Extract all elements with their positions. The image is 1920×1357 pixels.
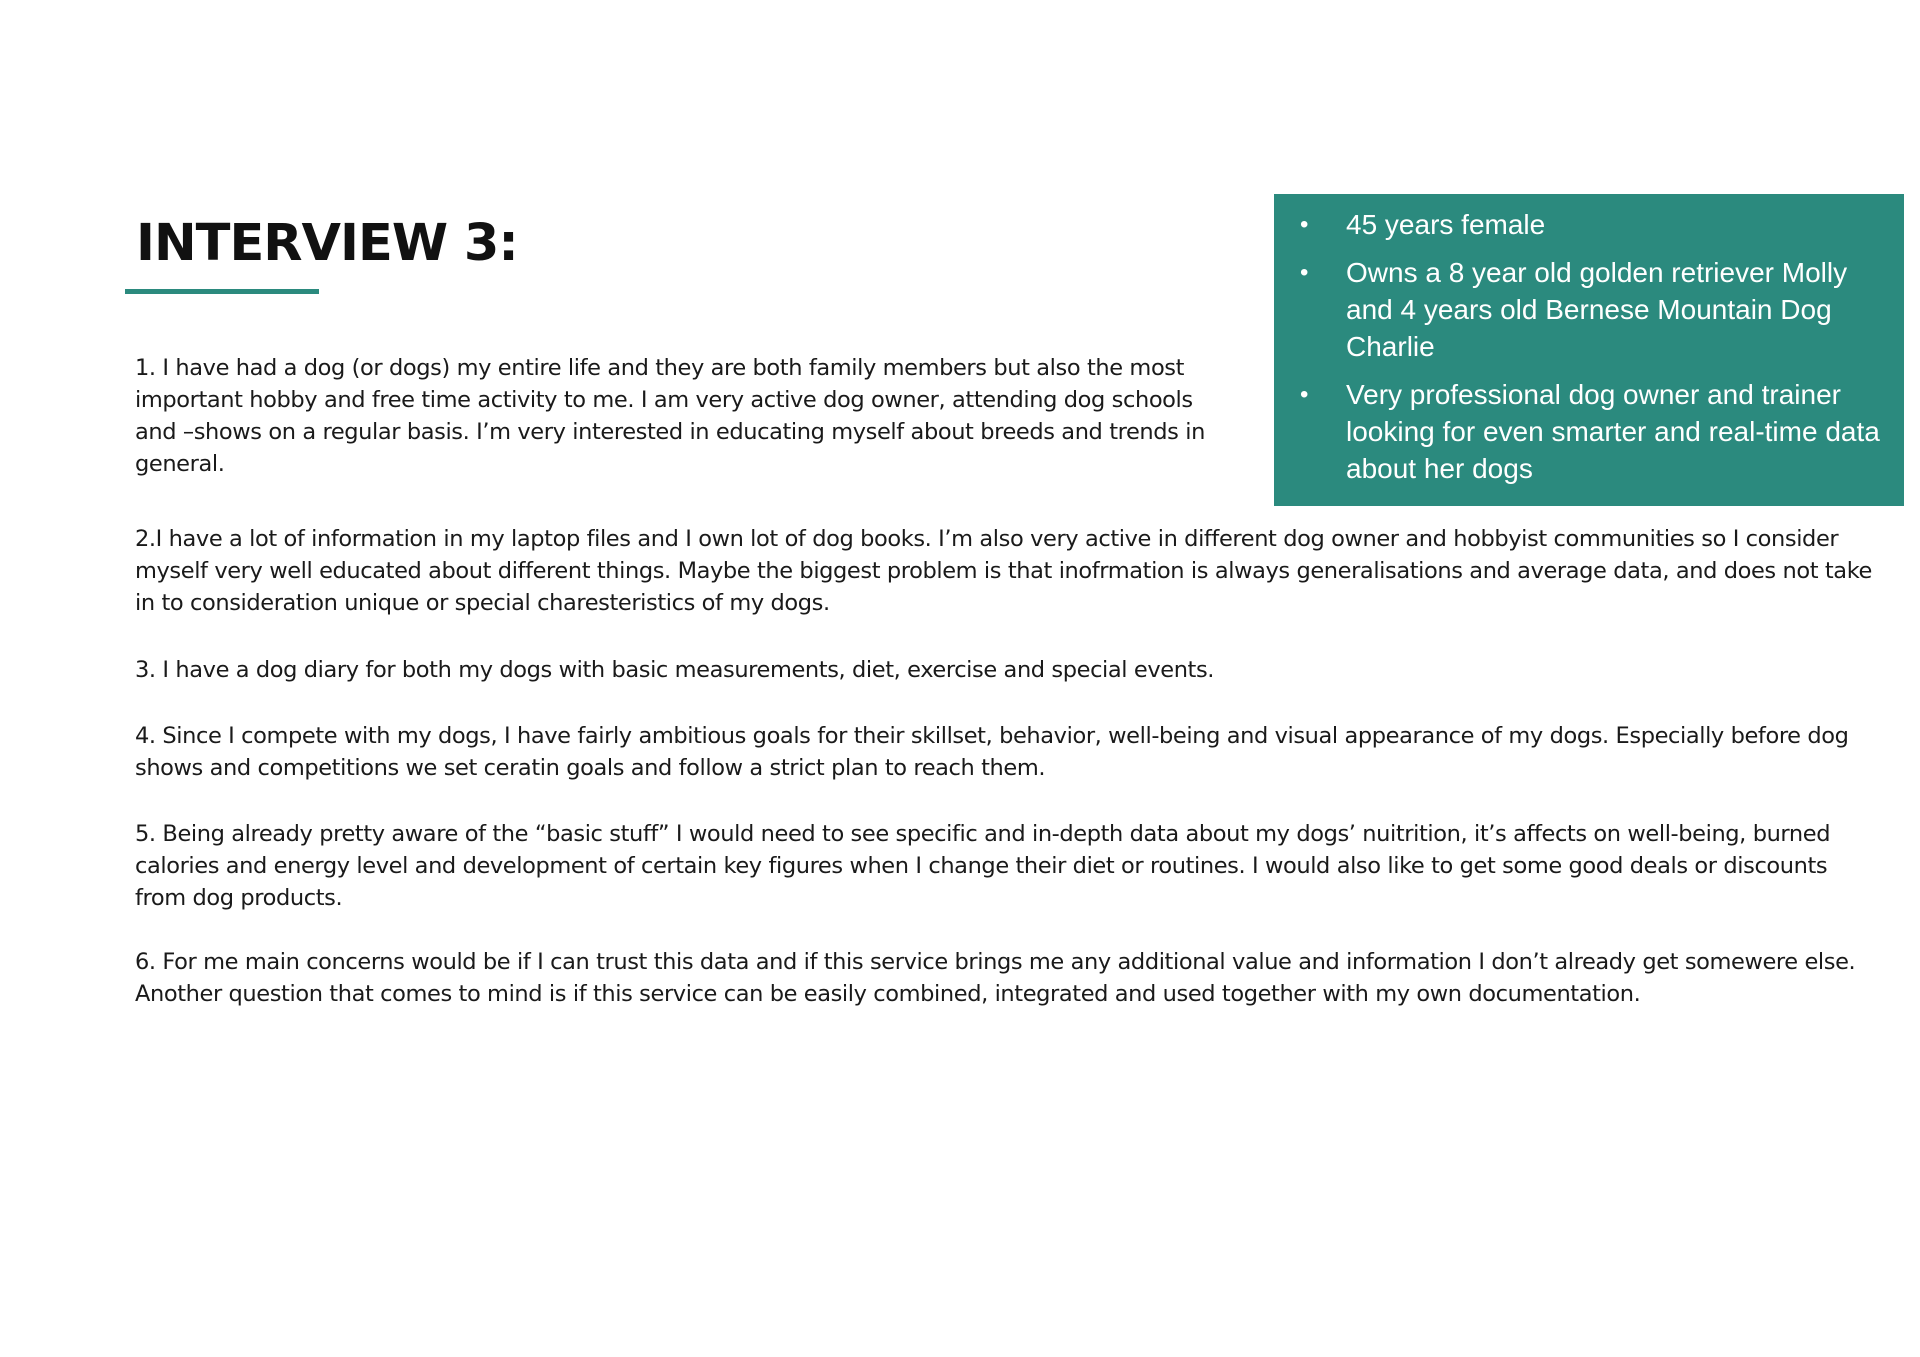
profile-item-text: Owns a 8 year old golden retriever Molly and 4 years old Bernese Mountain Dog Charlie xyxy=(1346,257,1848,362)
bullet-icon: • xyxy=(1300,381,1309,408)
profile-item-text: Very professional dog owner and trainer looking for even smarter and real-time data about her dogs xyxy=(1346,379,1880,484)
profile-item xyxy=(1288,206,1890,243)
profile-item xyxy=(1288,254,1890,365)
bullet-icon: • xyxy=(1300,259,1309,286)
answer-3: 3. I have a dog diary for both my dogs with basic measurements, diet, exercise and special events. xyxy=(135,657,1215,683)
answer-6: 6. For me main concerns would be if I can trust this data and if this service brings me any additional value and information I don’t already get somewere else. Another question that comes to mind is if this service can be easily combined, integrated and used together with my own documentation. xyxy=(135,949,1856,1007)
answer-1: 1. I have had a dog (or dogs) my entire life and they are both family members but also the most important hobby and free time activity to me. I am very active dog owner, attending dog schools and –shows on a regular basis. I’m very interested in educating myself about breeds and trends in general. xyxy=(135,355,1205,477)
profile-item-text: 45 years female xyxy=(1346,209,1546,240)
page-title: INTERVIEW 3: xyxy=(136,214,518,273)
bullet-icon: • xyxy=(1300,211,1309,238)
profile-summary-box xyxy=(1274,194,1904,506)
profile-list xyxy=(1288,206,1890,487)
answer-4: 4. Since I compete with my dogs, I have fairly ambitious goals for their skillset, behavior, well-being and visual appearance of my dogs. Especially before dog shows and competitions we set ceratin goals and follow a strict plan to reach them. xyxy=(135,723,1849,781)
profile-item xyxy=(1288,376,1890,487)
title-underline xyxy=(125,289,319,294)
answer-5: 5. Being already pretty aware of the “basic stuff” I would need to see specific and in-depth data about my dogs’ nuitrition, it’s affects on well-being, burned calories and energy level and development of certain key figures when I change their diet or routines. I would also like to get some good deals or discounts from dog products. xyxy=(135,821,1831,911)
answer-2: 2.I have a lot of information in my laptop files and I own lot of dog books. I’m also very active in different dog owner and hobbyist communities so I consider myself very well educated about different things. Maybe the biggest problem is that inofrmation is always generalisations and average data, and does not take in to consideration unique or special charesteristics of my dogs. xyxy=(135,526,1872,616)
